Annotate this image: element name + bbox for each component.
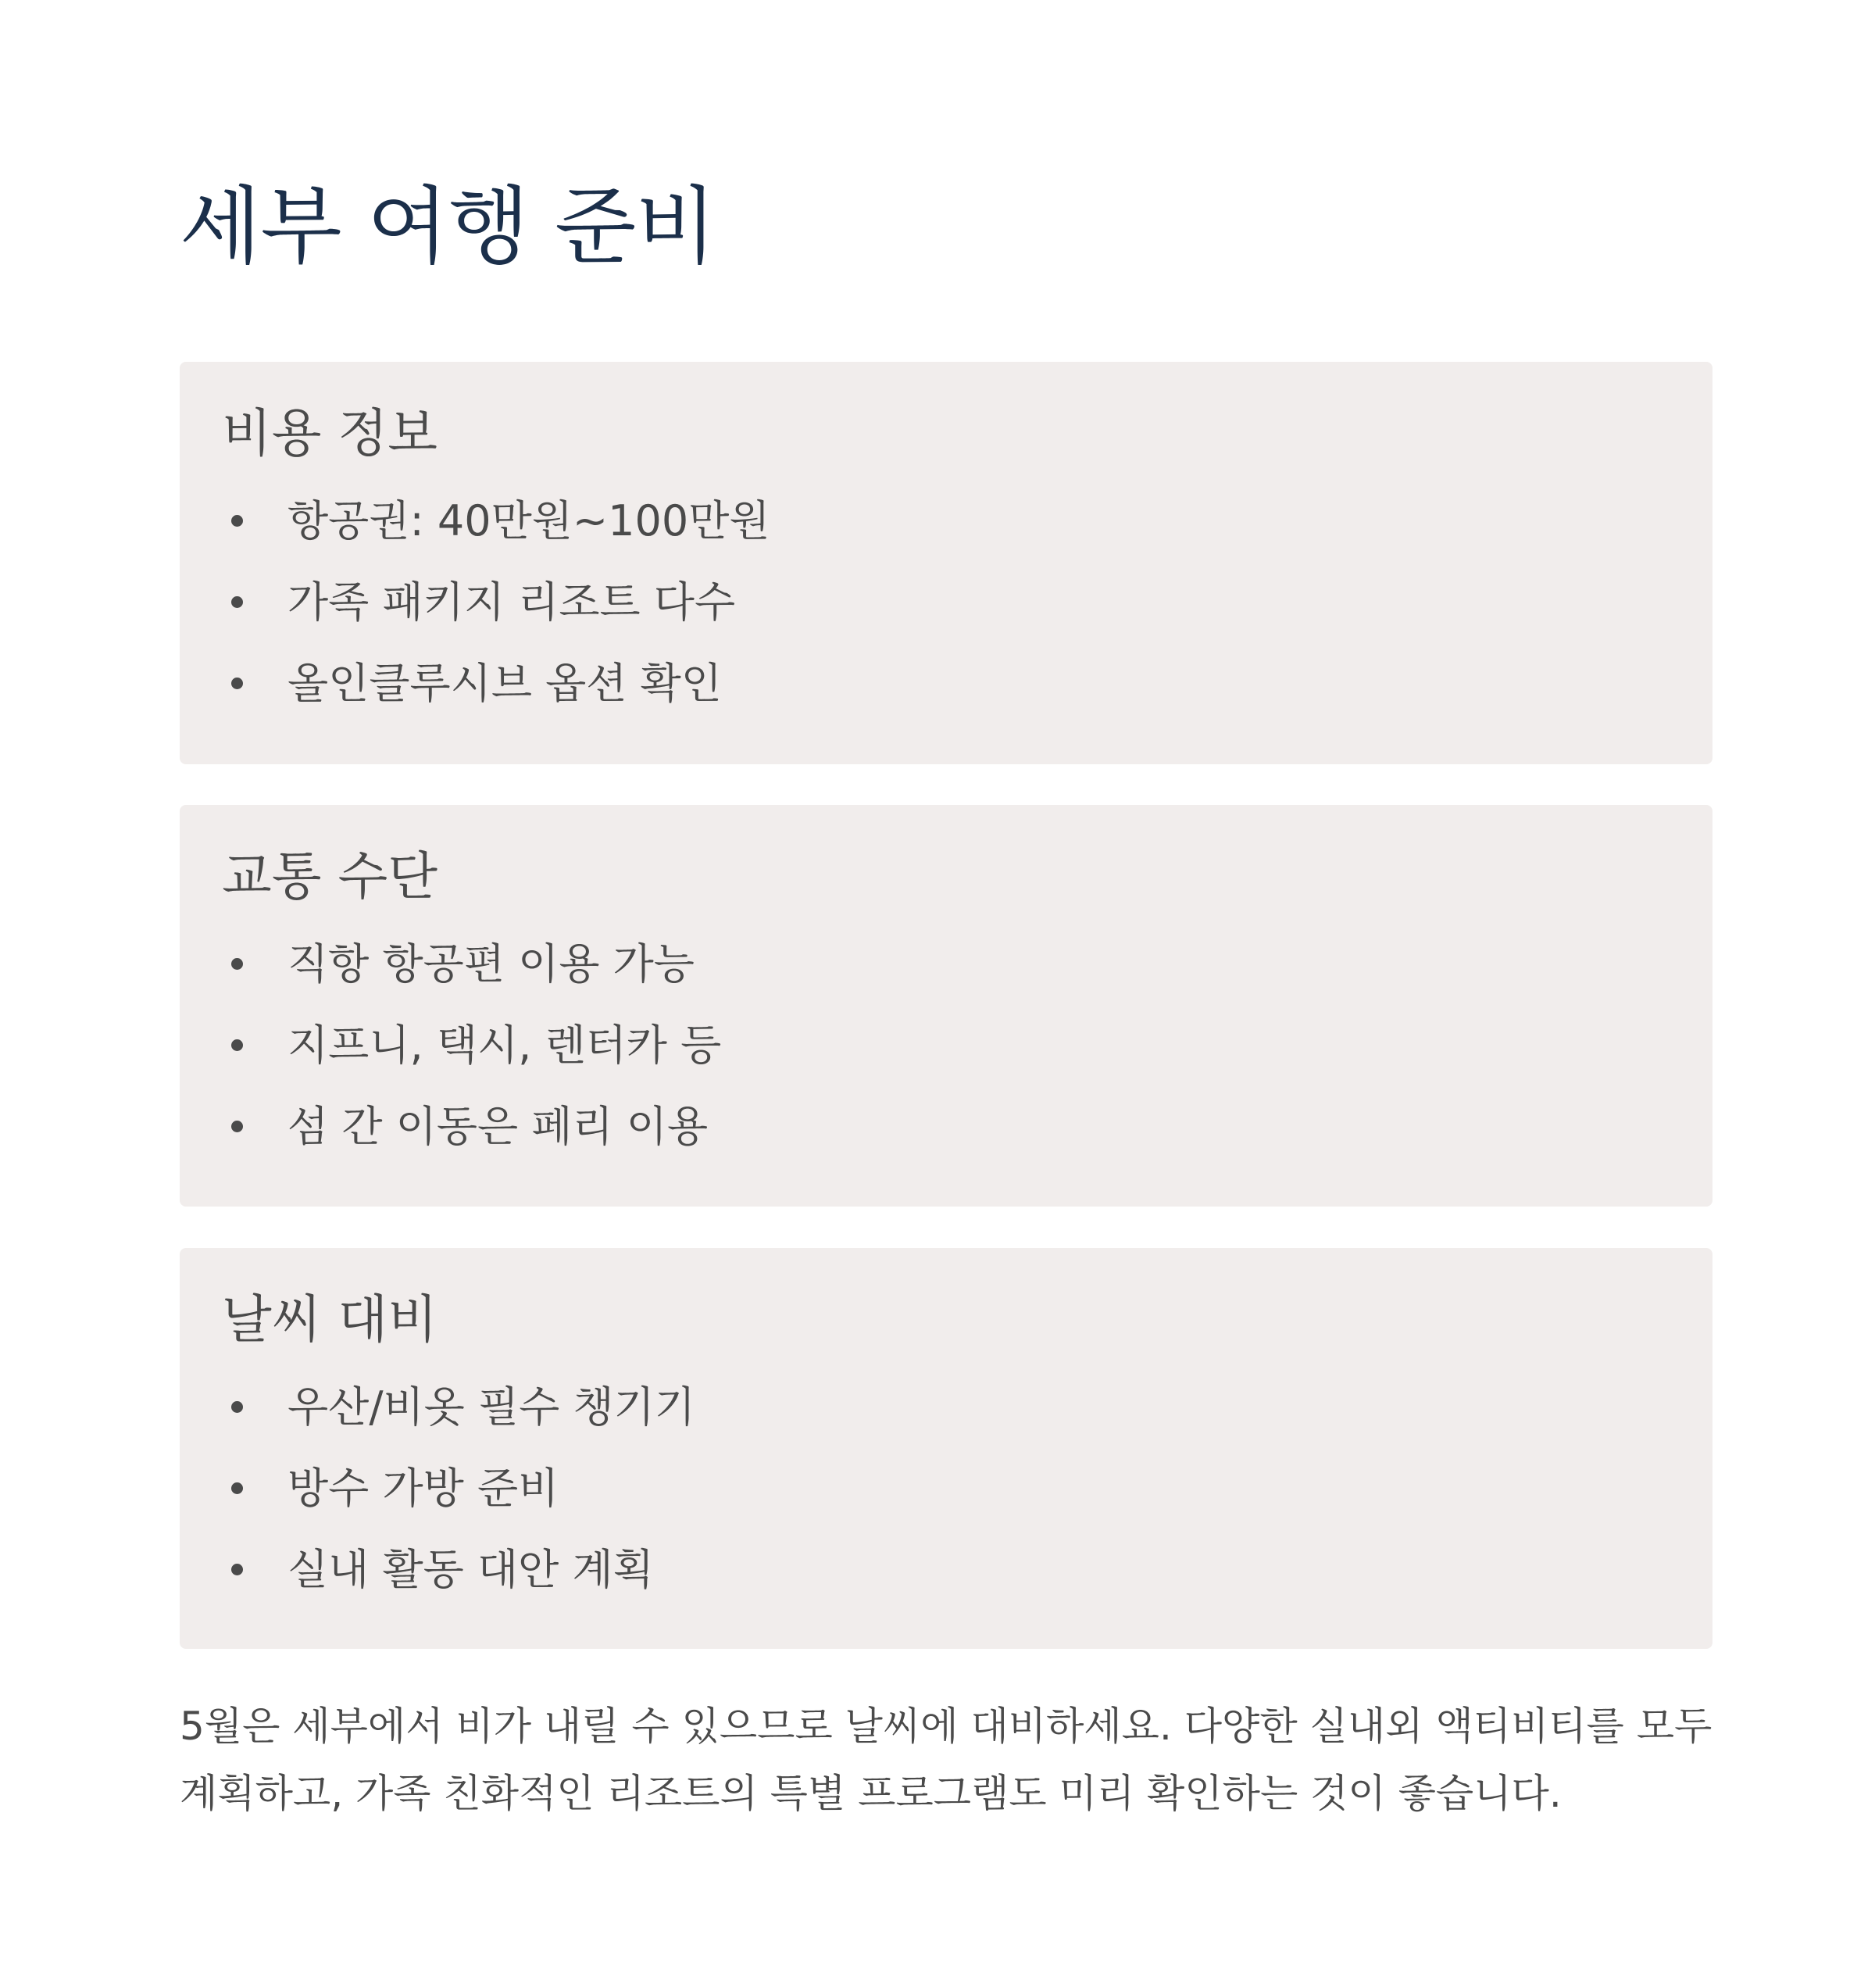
list-item-text: 섬 간 이동은 페리 이용 [288,1102,709,1151]
bullet-icon [231,1482,243,1494]
bullet-icon [231,1401,243,1413]
section-weather-prep [180,1248,1712,1649]
closing-note [180,1693,1712,1827]
list-item-text: 항공권: 40만원~100만원 [288,496,770,545]
bullet-icon [231,958,243,970]
section-heading: 비용 정보 [222,403,438,463]
section-cost-info [180,362,1712,764]
bullet-icon [231,1039,243,1051]
bullet-icon [231,596,243,608]
list-item-text: 실내 활동 대안 계획 [288,1545,654,1594]
list-item-text: 올인클루시브 옵션 확인 [288,659,722,708]
bullet-icon [231,678,243,689]
closing-note-line: 5월은 세부에서 비가 내릴 수 있으므로 날씨에 대비하세요. 다양한 실내외 액티비티를 모두 [180,1704,1712,1749]
list-item-text: 가족 패키지 리조트 다수 [288,577,736,627]
bullet-icon [231,1564,243,1575]
section-transportation [180,805,1712,1207]
section-heading: 교통 수단 [222,846,438,906]
closing-note-line: 계획하고, 가족 친화적인 리조트의 특별 프로그램도 미리 확인하는 것이 좋습니다. [180,1771,1562,1816]
bullet-icon [231,515,243,527]
list-item-text: 우산/비옷 필수 챙기기 [288,1382,695,1432]
list-item-text: 방수 가방 준비 [288,1464,559,1513]
list-item-text: 지프니, 택시, 렌터카 등 [288,1021,722,1070]
page-title: 세부 여행 준비 [180,178,716,276]
list-item-text: 직항 항공편 이용 가능 [288,939,695,989]
section-heading: 날씨 대비 [222,1289,438,1350]
bullet-icon [231,1121,243,1132]
